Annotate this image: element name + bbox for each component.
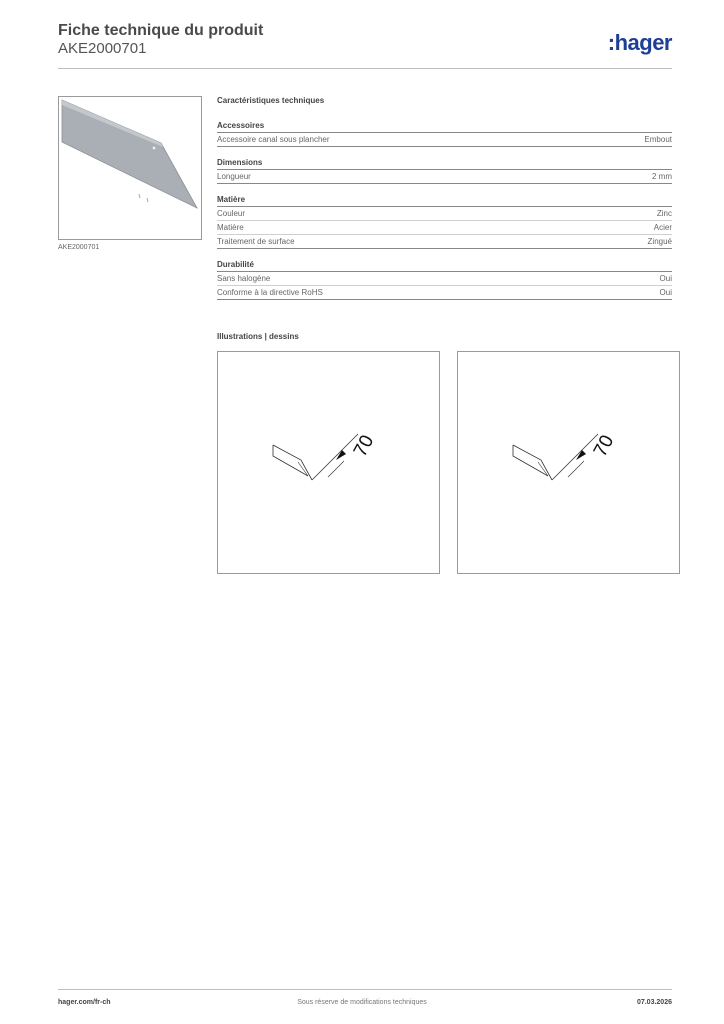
technical-specs	[217, 96, 672, 311]
spec-group-dimensions	[217, 158, 672, 184]
spec-label: Traitement de surface	[217, 237, 295, 246]
spec-row	[217, 133, 672, 147]
dimension-drawing	[458, 352, 679, 573]
specs-title: Caractéristiques techniques	[217, 96, 325, 105]
product-image	[58, 96, 202, 240]
spec-label: Sans halogène	[217, 274, 271, 283]
dimension-drawing	[218, 352, 439, 573]
dimension-label: 70	[349, 431, 379, 461]
illustrations-title: Illustrations | dessins	[217, 332, 299, 341]
header-divider	[58, 68, 672, 69]
spec-group-accessoires	[217, 121, 672, 147]
hager-logo: :hager	[607, 30, 672, 55]
spec-group-durabilite	[217, 260, 672, 300]
spec-value: Zinc	[656, 209, 672, 218]
page-title: Fiche technique du produit	[58, 22, 264, 39]
footer-divider	[58, 989, 672, 990]
spec-label: Conforme à la directive RoHS	[217, 288, 323, 297]
spec-value: Embout	[644, 135, 672, 144]
product-caption: AKE2000701	[58, 244, 100, 251]
spec-label: Longueur	[217, 172, 251, 181]
spec-value: Oui	[659, 274, 672, 283]
spec-row	[217, 272, 672, 286]
spec-value: Oui	[659, 288, 672, 297]
spec-row	[217, 286, 672, 300]
spec-group-title: Dimensions	[217, 158, 672, 170]
spec-value: 2 mm	[652, 172, 672, 181]
spec-group-title: Accessoires	[217, 121, 672, 133]
spec-row	[217, 207, 672, 221]
spec-row	[217, 170, 672, 184]
spec-value: Zingué	[647, 237, 672, 246]
footer-date: 07.03.2026	[636, 999, 672, 1006]
footer-website: hager.com/fr-ch	[58, 999, 111, 1006]
technical-drawing-1	[217, 351, 440, 574]
product-photo	[59, 97, 201, 239]
dimension-label: 70	[589, 431, 619, 461]
spec-label: Accessoire canal sous plancher	[217, 135, 330, 144]
spec-value: Acier	[653, 223, 672, 232]
spec-group-title: Matière	[217, 195, 672, 207]
product-reference: AKE2000701	[58, 40, 147, 57]
footer-note: Sous réserve de modifications techniques	[297, 999, 427, 1006]
spec-row	[217, 235, 672, 249]
technical-drawing-2	[457, 351, 680, 574]
spec-group-title: Durabilité	[217, 260, 672, 272]
spec-label: Couleur	[217, 209, 246, 218]
spec-row	[217, 221, 672, 235]
spec-label: Matière	[217, 223, 244, 232]
spec-group-matiere	[217, 195, 672, 249]
